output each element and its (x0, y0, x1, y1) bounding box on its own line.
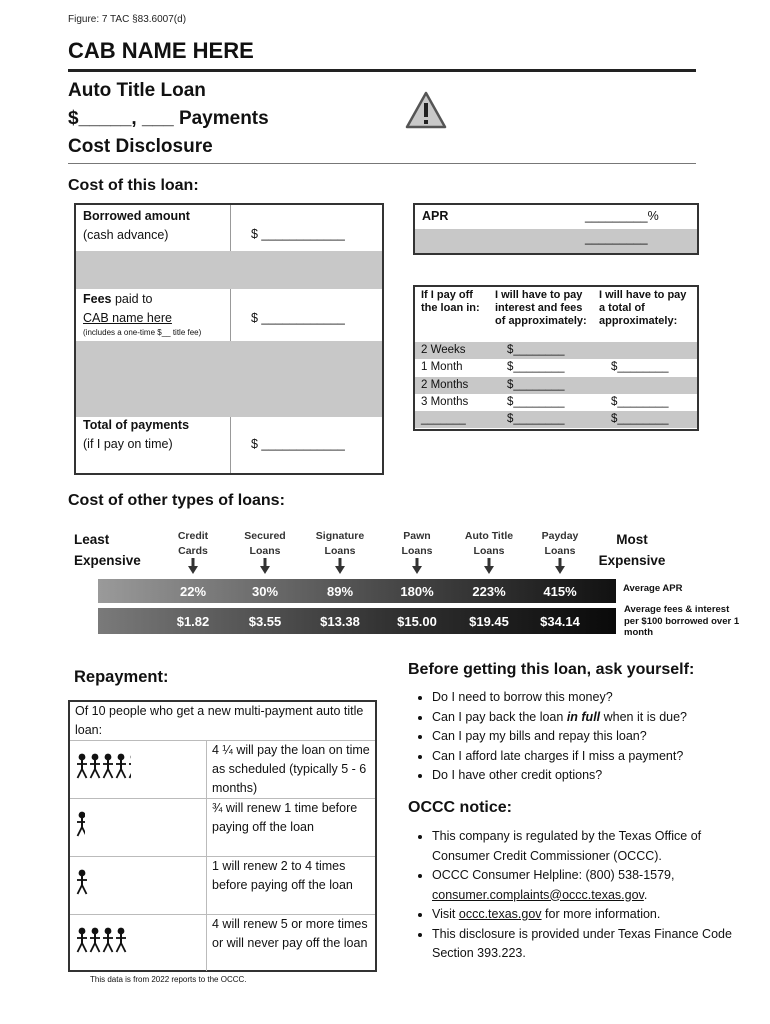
ask-item-2: • Can I pay back the loan in full when it is due? (432, 708, 770, 728)
occc-item-2: • OCCC Consumer Helpline: (800) 538-1579, consumer.complaints@occc.texas.gov. (432, 866, 750, 905)
payoff-col-2: I will have to pay interest and fees of approximately: (495, 289, 587, 327)
payoff-period: 2 Months (421, 378, 469, 391)
occc-item-3: • Visit occc.texas.gov for more information. (432, 905, 750, 925)
repayment-row-text: ¾ will renew 1 time before paying off the loan (212, 801, 358, 834)
repayment-heading: Repayment: (74, 668, 169, 686)
occc-website-link[interactable]: occc.texas.gov (458, 907, 542, 921)
loan-type-label: Payday Loans (541, 530, 579, 557)
payoff-total: $________ (611, 413, 669, 426)
average-apr-value: 180% (400, 584, 434, 599)
average-apr-value: 22% (179, 584, 207, 599)
person-icon (102, 753, 114, 779)
arrow-down-icon (260, 558, 270, 574)
payoff-row (415, 359, 697, 376)
payoff-fees: $________ (507, 344, 565, 356)
repayment-row (70, 856, 375, 915)
arrow-down-icon (412, 558, 422, 574)
borrowed-value: $ ____________ (251, 227, 345, 241)
total-bold: Total of payments (83, 418, 190, 432)
data-source-note: This data is from 2022 reports to the OCCC. (90, 975, 247, 984)
loan-type-label: Credit Cards (177, 530, 209, 557)
average-fees-label: Average fees & interest per $100 borrowed over 1 month (624, 604, 740, 638)
ask-yourself-heading: Before getting this loan, ask yourself: (408, 661, 695, 678)
average-apr-value: 415% (543, 584, 577, 599)
gray-band-1 (76, 251, 382, 289)
ask-item-4: • Can I afford late charges if I miss a payment? (432, 747, 770, 767)
title-line-1: Auto Title Loan (68, 80, 206, 101)
repayment-row-text: 4 will renew 5 or more times or will never pay off the loan (212, 917, 368, 950)
payoff-col-1: If I pay off the loan in: (421, 289, 480, 314)
apr-value: _________% (585, 209, 659, 223)
loan-cost-box (74, 203, 384, 475)
average-apr-label: Average APR (623, 583, 683, 594)
arrow-down-icon (555, 558, 565, 574)
occc-email-link[interactable]: consumer.complaints@occc.texas.gov (432, 887, 644, 902)
title-line-3: Cost Disclosure (68, 136, 213, 157)
fees-rest: paid to (111, 292, 153, 306)
person-icon (115, 927, 127, 953)
payoff-total: $________ (611, 395, 669, 408)
payoff-table (413, 285, 699, 431)
payoff-row (415, 411, 697, 428)
payoff-row (415, 377, 697, 394)
ask-item-3: • Can I pay my bills and repay this loan? (432, 727, 770, 747)
payoff-col-3: I will have to pay a total of approximately: (599, 289, 687, 327)
occc-item-1: • This company is regulated by the Texas Office of Consumer Credit Commissioner (OCCC). (432, 827, 750, 866)
apr-value-2: _________ (585, 231, 648, 245)
arrow-down-icon (335, 558, 345, 574)
repayment-row (70, 914, 375, 971)
ask-item-5: • Do I have other credit options? (432, 766, 770, 786)
borrowed-label (83, 207, 190, 245)
figure-reference: Figure: 7 TAC §83.6007(d) (68, 14, 187, 25)
average-fee-value: $19.45 (469, 614, 509, 629)
repayment-row-text: 1 will renew 2 to 4 times before paying off the loan (212, 859, 353, 892)
borrowed-bold: Borrowed amount (83, 209, 190, 223)
payoff-fees: $________ (507, 395, 565, 408)
ask-yourself-list (410, 688, 770, 786)
loan-type-label: Auto Title Loans (464, 530, 514, 557)
loan-type-label: Pawn Loans (401, 530, 433, 557)
average-fee-value: $15.00 (397, 614, 437, 629)
payoff-total: $________ (611, 361, 669, 374)
average-apr-value: 223% (472, 584, 506, 599)
loan-type-label: Secured Loans (244, 530, 286, 557)
repayment-box (68, 700, 377, 972)
payoff-fees: $________ (507, 413, 565, 426)
payoff-row (415, 342, 697, 359)
person-icon (128, 753, 140, 779)
ask-item-2-emphasis: in full (566, 709, 601, 724)
least-expensive-label: Least Expensive (74, 532, 141, 568)
payoff-rows (415, 342, 697, 428)
payoff-period: 3 Months (421, 395, 469, 408)
person-icon (76, 753, 88, 779)
fees-cab-name: CAB name here (83, 311, 172, 325)
person-icon (76, 811, 88, 837)
person-icon (76, 869, 88, 895)
person-icon (102, 927, 114, 953)
total-sub: (if I pay on time) (83, 437, 173, 451)
payoff-period: 2 Weeks (421, 344, 466, 356)
average-fee-value: $34.14 (540, 614, 580, 629)
average-fee-value: $13.38 (320, 614, 360, 629)
occc-notice-list (410, 827, 750, 964)
borrowed-sub: (cash advance) (83, 228, 169, 242)
person-icon (89, 927, 101, 953)
payoff-period: 1 Month (421, 361, 463, 374)
people-icons (76, 753, 200, 783)
fees-bold: Fees (83, 292, 112, 306)
repayment-row (70, 740, 375, 799)
people-icons (76, 869, 200, 899)
header-rule (68, 69, 696, 72)
average-fee-value: $1.82 (176, 614, 210, 629)
title-line-2: $_____, ___ Payments (68, 108, 269, 129)
gray-band-2 (76, 341, 382, 417)
person-icon (115, 753, 127, 779)
ask-item-1: • Do I need to borrow this money? (432, 688, 770, 708)
loan-type-label: Signature Loans (315, 530, 365, 557)
person-icon (76, 927, 88, 953)
average-fee-value: $3.55 (248, 614, 282, 629)
repayment-intro: Of 10 people who get a new multi-payment auto title loan: (75, 704, 364, 737)
payoff-row (415, 394, 697, 411)
payoff-fees: $________ (507, 361, 565, 374)
apr-box (413, 203, 699, 255)
payoff-fees: $________ (507, 378, 565, 391)
other-loans-heading: Cost of other types of loans: (68, 492, 285, 509)
warning-triangle-icon (404, 90, 448, 130)
total-value: $ ____________ (251, 437, 345, 451)
repayment-row-text: 4 ¼ will pay the loan on time as scheduled (typically 5 - 6 months) (212, 743, 370, 795)
cost-of-loan-heading: Cost of this loan: (68, 177, 199, 194)
fees-label (83, 290, 201, 338)
payoff-period: _______ (421, 413, 466, 426)
most-expensive-label: Most Expensive (598, 532, 666, 568)
repayment-row (70, 798, 375, 857)
people-icons (76, 927, 200, 957)
average-apr-value: 89% (326, 584, 354, 599)
fees-note: (includes a one-time $__ title fee) (83, 328, 202, 337)
apr-label: APR (422, 209, 449, 223)
person-icon (89, 753, 101, 779)
cab-name: CAB NAME HERE (68, 38, 254, 63)
people-icons (76, 811, 200, 841)
arrow-down-icon (188, 558, 198, 574)
total-label (83, 416, 189, 454)
occc-item-4: • This disclosure is provided under Texas Finance Code Section 393.223. (432, 925, 750, 964)
arrow-down-icon (484, 558, 494, 574)
fees-value: $ ____________ (251, 311, 345, 325)
occc-notice-heading: OCCC notice: (408, 799, 512, 816)
average-apr-value: 30% (251, 584, 279, 599)
title-rule (68, 163, 696, 164)
